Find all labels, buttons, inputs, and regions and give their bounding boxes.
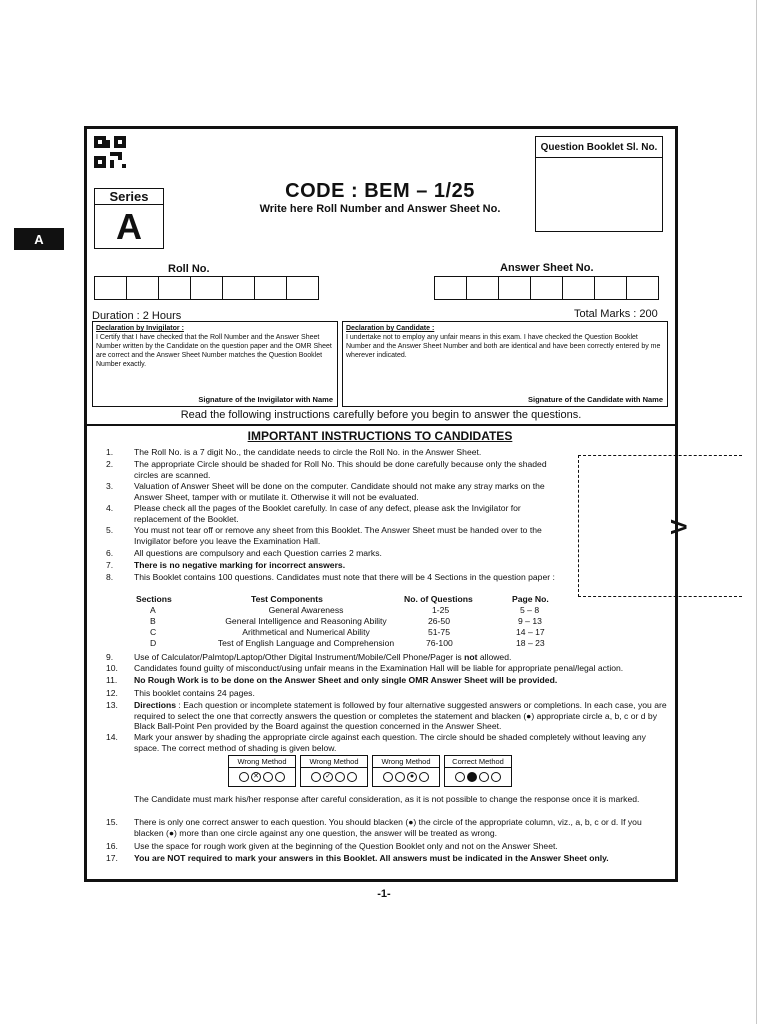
shading-method-correct xyxy=(444,755,512,787)
instruction-item xyxy=(134,794,672,805)
answer-circle-icon xyxy=(335,772,345,782)
roll-number-boxes xyxy=(94,276,318,300)
instruction-item xyxy=(106,572,560,583)
page-number: -1- xyxy=(377,888,391,900)
instruction-item xyxy=(106,663,672,674)
answer-circle-icon xyxy=(311,772,321,782)
instruction-number: 17. xyxy=(106,853,118,863)
instruction-item xyxy=(106,560,560,571)
instruction-number: 12. xyxy=(106,688,118,698)
shading-method-wrong-1 xyxy=(228,755,296,787)
instruction-item xyxy=(106,817,672,838)
instruction-item xyxy=(106,525,560,546)
page-edge-line xyxy=(756,0,757,1024)
roll-digit-box[interactable] xyxy=(254,276,287,300)
candidate-declaration-text: I undertake not to employ any unfair means in this exam. I have checked the Question Booklet Number and the Answer Sheet Number and both are identical and have been correctly entered by me wherever indicated. xyxy=(346,334,661,359)
table-cell: 1-25 xyxy=(432,605,450,615)
instruction-item xyxy=(106,459,560,480)
table-cell: 5 – 8 xyxy=(520,605,540,615)
answer-circle-icon xyxy=(275,772,285,782)
instruction-number: 1. xyxy=(106,447,114,457)
table-header: No. of Questions xyxy=(404,594,473,604)
roll-digit-box[interactable] xyxy=(126,276,159,300)
exam-code-subtitle: Write here Roll Number and Answer Sheet No. xyxy=(259,203,501,215)
instruction-number: 9. xyxy=(106,652,114,662)
instruction-number: 2. xyxy=(106,459,114,469)
invigilator-declaration-text: I Certify that I have checked that the Roll Number and the Answer Sheet Number written by the Candidate on the question paper and the OMR Sheet are correct and the Answer Sheet Number matches the Question Booklet Number exactly. xyxy=(96,334,332,368)
instruction-number: 3. xyxy=(106,481,114,491)
table-cell: Test of English Language and Comprehension xyxy=(217,638,395,648)
flap-series-letter: A xyxy=(665,519,691,535)
series-value: A xyxy=(94,205,164,249)
dashed-flap-box xyxy=(578,455,742,597)
instruction-text: The Candidate must mark his/her response after careful consideration, as it is not possible to change the response once it is marked. xyxy=(134,794,640,804)
answer-sheet-digit-box[interactable] xyxy=(466,276,499,300)
exam-code-title: CODE : BEM – 1/25 xyxy=(285,180,475,202)
method-label: Correct Method xyxy=(445,756,511,768)
instruction-item xyxy=(106,732,672,753)
instruction-number: 8. xyxy=(106,572,114,582)
instruction-number: 15. xyxy=(106,817,118,827)
instruction-number: 14. xyxy=(106,732,118,742)
divider xyxy=(86,424,676,426)
table-header: Page No. xyxy=(512,594,549,604)
candidate-declaration-heading: Declaration by Candidate : xyxy=(346,325,435,332)
table-cell: 26-50 xyxy=(428,616,450,626)
roll-digit-box[interactable] xyxy=(222,276,255,300)
method-label: Wrong Method xyxy=(373,756,439,768)
instruction-item xyxy=(106,503,560,524)
table-cell: 76-100 xyxy=(426,638,453,648)
answer-sheet-digit-box[interactable] xyxy=(594,276,627,300)
roll-number-label: Roll No. xyxy=(168,263,210,275)
instruction-text: No Rough Work is to be done on the Answer Sheet and only single OMR Answer Sheet will be provided. xyxy=(134,675,558,685)
instruction-text: Use the space for rough work given at the beginning of the Question Booklet only and not on the Answer Sheet. xyxy=(134,841,558,851)
table-cell: 51-75 xyxy=(428,627,450,637)
instructions-title: IMPORTANT INSTRUCTIONS TO CANDIDATES xyxy=(247,429,513,443)
qr-code-icon xyxy=(94,136,126,168)
series-label: Series xyxy=(94,188,164,205)
instruction-text: Mark your answer by shading the appropriate circle against each question. The circle should be shaded completely without leaving any space. The correct method of shading is given below. xyxy=(134,732,646,753)
duration: Duration : 2 Hours xyxy=(92,310,182,322)
instruction-item xyxy=(106,688,672,699)
instruction-emphasis: not xyxy=(464,652,478,662)
instruction-text: Please check all the pages of the Booklet carefully. In case of any defect, please ask the Invigilator for replacement of the Booklet. xyxy=(134,503,521,524)
answer-circle-icon xyxy=(347,772,357,782)
answer-sheet-digit-box[interactable] xyxy=(562,276,595,300)
table-cell: A xyxy=(150,605,156,615)
table-cell: Arithmetical and Numerical Ability xyxy=(242,627,370,637)
invigilator-declaration-heading: Declaration by Invigilator : xyxy=(96,325,184,332)
instruction-text: There is no negative marking for incorrect answers. xyxy=(134,560,346,570)
instruction-number: 5. xyxy=(106,525,114,535)
answer-circle-icon xyxy=(263,772,273,782)
filled-circle-icon xyxy=(467,772,477,782)
instruction-item xyxy=(106,481,560,502)
table-cell: 9 – 13 xyxy=(518,616,542,626)
shading-method-wrong-2 xyxy=(300,755,368,787)
shading-methods xyxy=(228,755,516,787)
invigilator-declaration xyxy=(92,321,338,407)
table-header: Sections xyxy=(136,594,172,604)
answer-sheet-label: Answer Sheet No. xyxy=(500,262,594,274)
table-cell: B xyxy=(150,616,156,626)
instruction-text: You are NOT required to mark your answers in this Booklet. All answers must be indicated in the Answer Sheet only. xyxy=(134,853,609,863)
answer-sheet-digit-box[interactable] xyxy=(626,276,659,300)
instruction-text: This booklet contains 24 pages. xyxy=(134,688,255,698)
instruction-item xyxy=(106,700,672,732)
roll-digit-box[interactable] xyxy=(94,276,127,300)
candidate-declaration xyxy=(342,321,668,407)
answer-circle-icon xyxy=(479,772,489,782)
instruction-number: 6. xyxy=(106,548,114,558)
method-label: Wrong Method xyxy=(229,756,295,768)
instruction-number: 13. xyxy=(106,700,118,710)
answer-sheet-digit-box[interactable] xyxy=(498,276,531,300)
booklet-serial-label: Question Booklet Sl. No. xyxy=(535,136,663,158)
roll-digit-box[interactable] xyxy=(158,276,191,300)
instruction-item xyxy=(106,548,560,559)
table-header: Test Components xyxy=(251,594,323,604)
table-cell: 14 – 17 xyxy=(516,627,545,637)
instruction-text: The appropriate Circle should be shaded for Roll No. This should be done carefully because only the shaded circles are scanned. xyxy=(134,459,547,480)
answer-circle-icon xyxy=(455,772,465,782)
instruction-text: Valuation of Answer Sheet will be done on the computer. Candidate should not make any stray marks on the Answer Sheet, tamper with or mutilate it. Otherwise it will not be evaluated. xyxy=(134,481,545,502)
table-cell: C xyxy=(150,627,157,637)
instruction-number: 11. xyxy=(106,675,118,685)
answer-sheet-boxes xyxy=(434,276,658,300)
instruction-item xyxy=(106,675,672,686)
instruction-number: 16. xyxy=(106,841,118,851)
read-instructions-line: Read the following instructions carefully before you begin to answer the questions. xyxy=(180,409,582,421)
shading-method-wrong-3 xyxy=(372,755,440,787)
tick-mark-icon: ✓ xyxy=(323,772,333,782)
answer-circle-icon xyxy=(395,772,405,782)
method-label: Wrong Method xyxy=(301,756,367,768)
table-cell: D xyxy=(150,638,157,648)
roll-digit-box[interactable] xyxy=(190,276,223,300)
instruction-item xyxy=(106,841,672,852)
instruction-text: : Each question or incomplete statement is followed by four alternative suggested answers or completions. In each case, you are required to select the one that correctly answers the question or completes the statement and blacken (●) appropriate circle a, b, c or d by Black Ball-Point Pen provided by the Board against the question concerned in the Answer Sheet. xyxy=(134,700,667,731)
instruction-number: 10. xyxy=(106,663,118,673)
instruction-text: Candidates found guilty of misconduct/using unfair means in the Examination Hall will be liable for appropriate penal/legal action. xyxy=(134,663,624,673)
answer-circle-icon xyxy=(383,772,393,782)
instruction-text: You must not tear off or remove any sheet from this Booklet. The Answer Sheet must be handed over to the Invigilator before you leave the Examination Hall. xyxy=(134,525,542,546)
cross-mark-icon: ✕ xyxy=(251,772,261,782)
answer-sheet-digit-box[interactable] xyxy=(530,276,563,300)
instruction-item xyxy=(106,652,672,663)
instruction-text: The Roll No. is a 7 digit No., the candidate needs to circle the Roll No. in the Answer Sheet. xyxy=(134,447,482,457)
instruction-emphasis: Directions xyxy=(134,700,177,710)
roll-digit-box[interactable] xyxy=(286,276,319,300)
instruction-text: All questions are compulsory and each Question carries 2 marks. xyxy=(134,548,382,558)
total-marks: Total Marks : 200 xyxy=(574,308,658,320)
table-cell: 18 – 23 xyxy=(516,638,545,648)
instruction-text: allowed. xyxy=(477,652,512,662)
answer-circle-icon xyxy=(419,772,429,782)
candidate-signature-label: Signature of the Candidate with Name xyxy=(527,395,663,404)
instruction-number: 7. xyxy=(106,560,114,570)
dot-mark-icon: ● xyxy=(407,772,417,782)
invigilator-signature-label: Signature of the Invigilator with Name xyxy=(198,395,333,404)
table-cell: General Intelligence and Reasoning Ability xyxy=(225,616,387,626)
instruction-text: There is only one correct answer to each question. You should blacken (●) the circle of the appropriate column, viz., a, b, c or d. If you blacken (●) more than one circle against any one question, the answer will be treated as wrong. xyxy=(134,817,642,838)
instruction-number: 4. xyxy=(106,503,114,513)
instruction-text: This Booklet contains 100 questions. Candidates must note that there will be 4 Sections in the question paper : xyxy=(134,572,555,582)
answer-sheet-digit-box[interactable] xyxy=(434,276,467,300)
instruction-text: Use of Calculator/Palmtop/Laptop/Other Digital Instrument/Mobile/Cell Phone/Pager is xyxy=(134,652,465,662)
side-tab: A xyxy=(14,228,64,250)
table-cell: General Awareness xyxy=(268,605,344,615)
instruction-item xyxy=(106,853,672,864)
answer-circle-icon xyxy=(491,772,501,782)
answer-circle-icon xyxy=(239,772,249,782)
